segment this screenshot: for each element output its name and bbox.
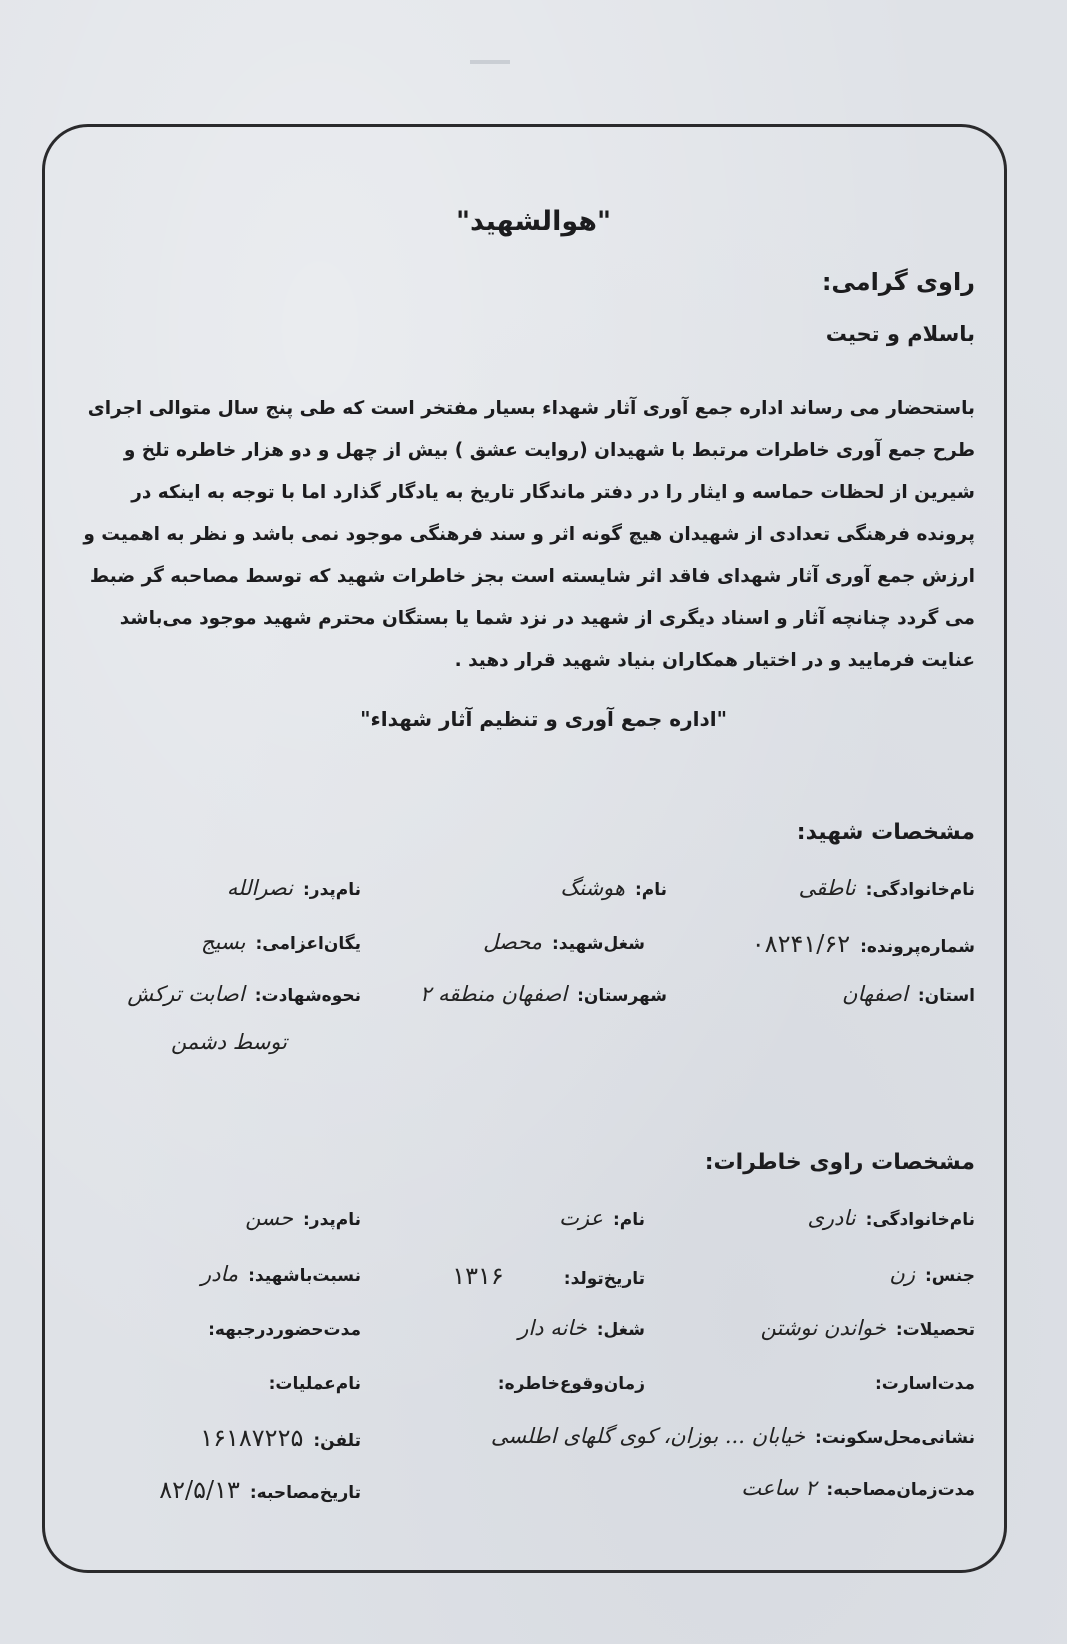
field-value: ۱۳۱۶ [452, 1262, 504, 1290]
field-value: بسیج [200, 930, 246, 954]
narrator-captivity-duration-field [865, 1370, 975, 1394]
body-line: باستحضار می رساند اداره جمع آوری آثار شهداء بسیار مفتخر است که طی پنج سال متوالی اجرای [87, 398, 975, 419]
narrator-relation-field [201, 1262, 361, 1286]
field-label: مدت‌حضوردرجبهه: [208, 1320, 361, 1340]
field-label: نشانی‌محل‌سکونت: [814, 1428, 975, 1448]
field-label: نام: [612, 1210, 645, 1230]
field-value: خواندن نوشتن [760, 1316, 886, 1340]
field-value: حسن [245, 1206, 293, 1230]
narrator-operation-name-field [259, 1370, 361, 1394]
martyr-city-field [420, 982, 667, 1006]
field-value: خیابان ... بوزان، کوی گلهای اطلسی [490, 1424, 805, 1448]
field-label: نسبت‌باشهید: [248, 1266, 361, 1286]
field-label: تحصیلات: [895, 1320, 975, 1340]
field-label: نام‌پدر: [302, 880, 361, 900]
field-label: نام‌عملیات: [268, 1374, 361, 1394]
field-label: شهرستان: [577, 986, 667, 1006]
martyrdom-manner-continuation: توسط دشمن [171, 1030, 287, 1054]
field-label: شغل: [596, 1320, 645, 1340]
narrator-interview-duration-field [741, 1476, 975, 1500]
field-label: تاریخ‌مصاحبه: [249, 1483, 361, 1503]
field-value: اصفهان منطقه ۲ [420, 982, 568, 1006]
document-title: "هوالشهید" [455, 206, 612, 237]
narrator-first-name-field [559, 1206, 645, 1230]
scan-smudge [470, 60, 510, 64]
field-value: ۲ ساعت [741, 1476, 817, 1500]
narrator-memory-time-field [488, 1370, 645, 1394]
martyr-father-name-field [227, 876, 361, 900]
field-label: استان: [917, 986, 975, 1006]
narrator-gender-field [889, 1262, 975, 1286]
martyr-first-name-field [560, 876, 667, 900]
field-value: ۰۸۲۴۱/۶۲ [751, 930, 851, 958]
narrator-phone-field [200, 1424, 361, 1452]
field-value: اصابت ترکش [127, 982, 245, 1006]
signature: "اداره جمع آوری و تنظیم آثار شهداء" [360, 707, 727, 731]
narrator-family-name-field [807, 1206, 975, 1230]
body-line: عنایت فرمایید و در اختیار همکاران بنیاد شهید قرار دهید . [454, 650, 975, 671]
body-line: ارزش جمع آوری آثار شهدای فاقد اثر شایسته است بجز خاطرات شهید که توسط مصاحبه گر ضبط [89, 566, 975, 587]
field-label: نام‌پدر: [302, 1210, 361, 1230]
narrator-father-name-field [245, 1206, 361, 1230]
field-value: ۸۲/۵/۱۳ [159, 1476, 240, 1504]
field-label: زمان‌وقوع‌خاطره: [497, 1374, 645, 1394]
field-value: نادری [807, 1206, 856, 1230]
martyr-province-field [842, 982, 975, 1006]
body-line: شیرین از لحظات حماسه و ایثار را در دفتر ماندگار تاریخ به یادگار گذارد اما با توجه به اینکه در [131, 482, 975, 503]
field-label: نام‌خانوادگی: [865, 1210, 975, 1230]
field-label: تاریخ‌تولد: [563, 1269, 645, 1289]
body-line: پرونده فرهنگی تعدادی از شهیدان هیچ گونه اثر و سند فرهنگی موجود نمی باشد و نظر به اهمیت و [83, 524, 975, 545]
field-value: محصل [483, 930, 542, 954]
field-label: جنس: [924, 1266, 975, 1286]
letter-body [70, 388, 975, 682]
body-line: می گردد چنانچه آثار و اسناد دیگری از شهید در نزد شما یا بستگان محترم شهید موجود می‌باشد [119, 608, 975, 629]
field-value: ناطقی [798, 876, 856, 900]
field-label: شغل‌شهید: [552, 934, 645, 954]
field-value: هوشنگ [560, 876, 625, 900]
martyr-dispatch-unit-field [201, 930, 361, 954]
body-line: طرح جمع آوری خاطرات مرتبط با شهیدان (روایت عشق ) بیش از چهل و دو هزار خاطره تلخ و [123, 440, 975, 461]
martyr-martyrdom-manner-field [127, 982, 361, 1006]
field-label: مدت‌اسارت: [874, 1374, 975, 1394]
narrator-heading: مشخصات راوی خاطرات: [704, 1150, 975, 1175]
field-label: نحوه‌شهادت: [254, 986, 361, 1006]
narrator-address-field [491, 1424, 975, 1448]
narrator-interview-date-field [159, 1476, 361, 1504]
martyr-file-number-field [752, 930, 975, 958]
narrator-job-field [518, 1316, 645, 1340]
field-label: مدت‌زمان‌مصاحبه: [826, 1480, 975, 1500]
field-label: تلفن: [313, 1431, 361, 1451]
martyr-family-name-field [799, 876, 975, 900]
field-value: اصفهان [842, 982, 908, 1006]
field-label: نام: [634, 880, 667, 900]
field-value: نصرالله [226, 876, 293, 900]
martyr-heading: مشخصات شهید: [796, 820, 975, 845]
narrator-front-duration-field [198, 1316, 361, 1340]
field-value: خانه دار [518, 1316, 587, 1340]
field-value: ۱۶۱۸۷۲۲۵ [200, 1424, 304, 1452]
greeting: باسلام و تحیت [825, 322, 975, 346]
field-label: یگان‌اعزامی: [255, 934, 361, 954]
salutation: راوی گرامی: [821, 268, 975, 296]
narrator-birth-date-field [452, 1262, 645, 1290]
field-value: عزت [559, 1206, 603, 1230]
field-value: زن [889, 1262, 915, 1286]
field-label: نام‌خانوادگی: [865, 880, 975, 900]
narrator-education-field [761, 1316, 975, 1340]
field-value: مادر [200, 1262, 239, 1286]
martyr-occupation-field [483, 930, 645, 954]
field-label: شماره‌پرونده: [860, 937, 975, 957]
